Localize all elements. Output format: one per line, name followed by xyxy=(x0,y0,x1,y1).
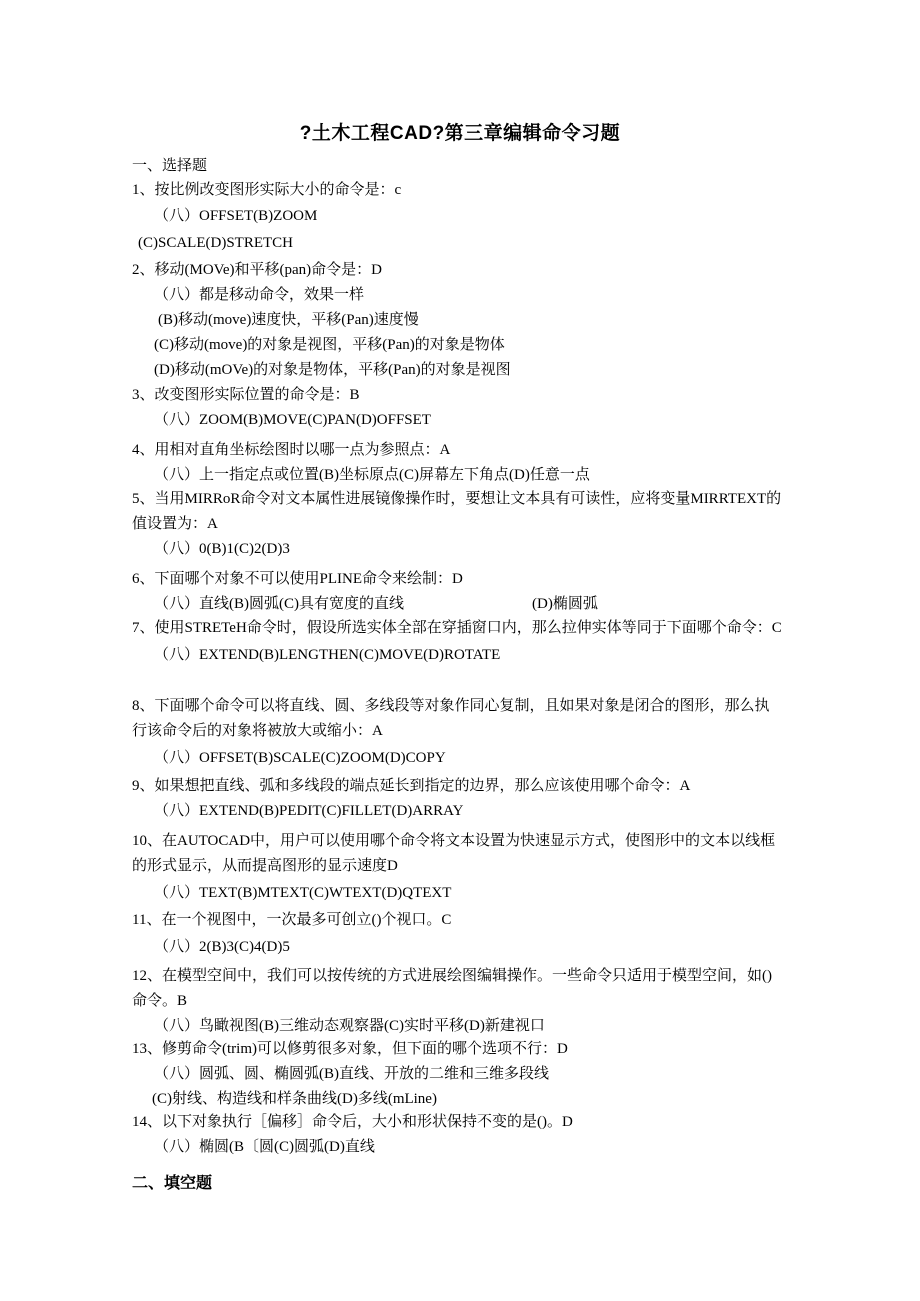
question-stem: 8、下面哪个命令可以将直线、圆、多线段等对象作同心复制，且如果对象是闭合的图形，那么执行该命令后的对象将被放大或缩小：A xyxy=(132,698,770,739)
document-title: ?土木工程CAD?第三章编辑命令习题 xyxy=(299,123,621,144)
question-option: （八）上一指定点或位置(B)坐标原点(C)屏幕左下角点(D)任意一点 xyxy=(154,467,590,483)
question-11 xyxy=(132,908,782,960)
question-2 xyxy=(132,258,782,383)
question-7 xyxy=(132,616,782,668)
question-4 xyxy=(132,438,782,488)
question-option: （八）2(B)3(C)4(D)5 xyxy=(154,939,290,955)
question-5 xyxy=(132,487,782,562)
question-stem: 3、改变图形实际位置的命令是：B xyxy=(132,387,360,403)
question-option: （八）ZOOM(B)MOVE(C)PAN(D)OFFSET xyxy=(154,412,431,428)
question-option: (D)移动(mOVe)的对象是物体，平移(Pan)的对象是视图 xyxy=(154,362,511,378)
question-option xyxy=(132,592,782,617)
question-9 xyxy=(132,774,782,824)
question-option: （八）都是移动命令，效果一样 xyxy=(154,287,365,303)
question-option: （八）OFFSET(B)ZOOM xyxy=(154,208,318,224)
option-text: （八）直线(B)圆弧(C)具有宽度的直线 xyxy=(154,596,404,612)
question-option: (C)SCALE(D)STRETCH xyxy=(138,235,293,251)
question-stem: 7、使用STRETeH命令时，假设所选实体全部在穿插窗口内，那么拉伸实体等同于下面哪个命令：C xyxy=(132,620,782,636)
question-stem: 14、以下对象执行［偏移］命令后，大小和形状保持不变的是()。D xyxy=(132,1114,573,1130)
question-option: （八）椭圆(B〔圆(C)圆弧(D)直线 xyxy=(154,1139,375,1155)
question-stem: 9、如果想把直线、弧和多线段的端点延长到指定的边界，那么应该使用哪个命令：A xyxy=(132,778,691,794)
question-option: (C)移动(move)的对象是视图，平移(Pan)的对象是物体 xyxy=(154,337,505,353)
question-stem: 1、按比例改变图形实际大小的命令是：c xyxy=(132,182,402,198)
question-stem: 4、用相对直角坐标绘图时以哪一点为参照点：A xyxy=(132,442,451,458)
question-option: （八）TEXT(B)MTEXT(C)WTEXT(D)QTEXT xyxy=(154,885,452,901)
question-stem: 13、修剪命令(trim)可以修剪很多对象，但下面的哪个选项不行：D xyxy=(132,1041,568,1057)
question-stem: 12、在模型空间中，我们可以按传统的方式进展绘图编辑操作。一些命令只适用于模型空间，如()命令。B xyxy=(132,968,772,1009)
question-13 xyxy=(132,1037,782,1112)
option-text: (D)椭圆弧 xyxy=(532,596,598,612)
question-3 xyxy=(132,383,782,433)
question-option: （八）EXTEND(B)PEDIT(C)FILLET(D)ARRAY xyxy=(154,803,464,819)
question-10 xyxy=(132,829,782,906)
question-6 xyxy=(132,567,782,617)
question-stem: 5、当用MIRRoR命令对文本属性进展镜像操作时，要想让文本具有可读性，应将变量MIRRTEXT的值设置为：A xyxy=(132,491,782,532)
section-heading-fill-in: 二、填空题 xyxy=(132,1175,213,1192)
question-option: （八）EXTEND(B)LENGTHEN(C)MOVE(D)ROTATE xyxy=(154,647,501,663)
question-option: （八）OFFSET(B)SCALE(C)ZOOM(D)COPY xyxy=(154,750,446,766)
question-1 xyxy=(132,178,782,256)
question-option: (C)射线、构造线和样条曲线(D)多线(mLine) xyxy=(152,1091,437,1107)
question-14 xyxy=(132,1110,782,1160)
question-stem: 11、在一个视图中，一次最多可创立()个视口。C xyxy=(132,912,452,928)
question-12 xyxy=(132,964,782,1039)
question-stem: 2、移动(MOVe)和平移(pan)命令是：D xyxy=(132,262,382,278)
question-stem: 10、在AUTOCAD中，用户可以使用哪个命令将文本设置为快速显示方式，使图形中的文本以线框的形式显示，从而提高图形的显示速度D xyxy=(132,833,776,874)
question-option: （八）圆弧、圆、椭圆弧(B)直线、开放的二维和三维多段线 xyxy=(154,1066,549,1082)
question-option: (B)移动(move)速度快，平移(Pan)速度慢 xyxy=(158,312,419,328)
question-stem: 6、下面哪个对象不可以使用PLINE命令来绘制：D xyxy=(132,571,463,587)
section-heading-choice: 一、选择题 xyxy=(132,157,208,174)
question-option: （八）鸟瞰视图(B)三维动态观察器(C)实时平移(D)新建视口 xyxy=(154,1018,545,1034)
question-option: （八）0(B)1(C)2(D)3 xyxy=(154,541,290,557)
question-8 xyxy=(132,694,782,771)
